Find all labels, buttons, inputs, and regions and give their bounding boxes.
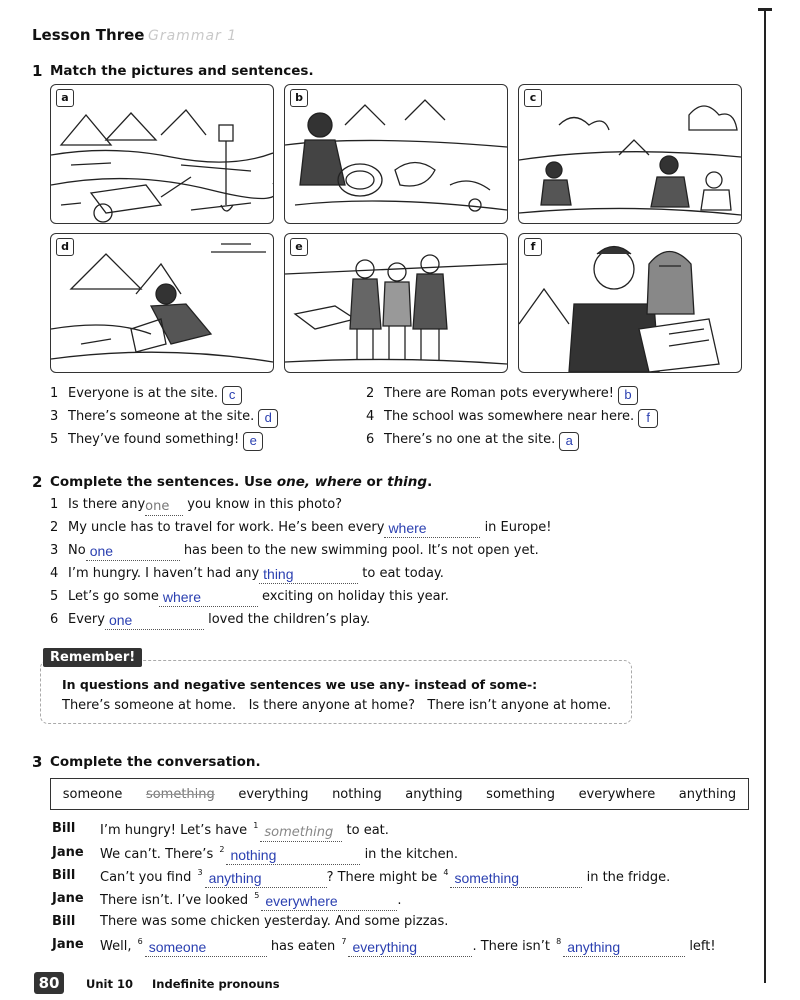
- answer-blank-example[interactable]: one: [145, 498, 183, 516]
- answer-blank[interactable]: where: [159, 589, 258, 607]
- answer-blank[interactable]: thing: [259, 566, 358, 584]
- item-text: The school was somewhere near here.: [384, 409, 635, 424]
- item-text: you know in this photo?: [183, 497, 343, 512]
- complete-item-4: [50, 566, 444, 584]
- speaker-name: Bill: [52, 914, 76, 929]
- speech-text: to eat.: [342, 823, 389, 838]
- title-keywords: one, where: [276, 474, 362, 490]
- gap-number: 2: [219, 845, 225, 854]
- picture-e: [284, 233, 508, 373]
- item-text: loved the children’s play.: [203, 612, 371, 627]
- word-bank-item-used: something: [145, 786, 215, 802]
- speaker-name: Jane: [52, 891, 84, 906]
- answer-box[interactable]: a: [559, 432, 579, 451]
- speech-text: left!: [685, 939, 716, 954]
- match-item-3: [50, 409, 278, 428]
- item-text: has been to the new swimming pool. It’s not open yet.: [179, 543, 539, 558]
- item-text: in Europe!: [480, 520, 552, 535]
- title-keyword: thing: [387, 474, 428, 490]
- speech-line-1: [100, 821, 389, 842]
- gap-number: 3: [197, 868, 203, 877]
- item-text: Let’s go some: [68, 589, 159, 604]
- footer-topic: Indefinite pronouns: [152, 977, 280, 991]
- speaker-name: Jane: [52, 845, 84, 860]
- item-number: 5: [50, 432, 59, 447]
- section-1-title: Match the pictures and sentences.: [50, 63, 314, 79]
- match-item-2: [366, 386, 638, 405]
- complete-item-1: [50, 497, 342, 516]
- section-2-number: 2: [32, 473, 43, 491]
- complete-item-5: [50, 589, 449, 607]
- match-item-1: [50, 386, 242, 405]
- answer-blank[interactable]: everywhere: [261, 893, 397, 911]
- complete-item-2: [50, 520, 551, 538]
- complete-item-3: [50, 543, 539, 561]
- item-text: There’s someone at the site.: [68, 409, 255, 424]
- picture-label: d: [56, 238, 74, 256]
- answer-box[interactable]: e: [243, 432, 263, 451]
- title-text: or: [361, 474, 388, 490]
- three-people-standing-illustration: [285, 234, 507, 372]
- item-number: 2: [366, 386, 375, 401]
- match-item-6: [366, 432, 579, 451]
- picture-label: f: [524, 238, 542, 256]
- speech-text: Well,: [100, 939, 136, 954]
- section-3-title: Complete the conversation.: [50, 754, 261, 770]
- picture-c: [518, 84, 742, 224]
- speaker-name: Bill: [52, 821, 76, 836]
- picture-label: b: [290, 89, 308, 107]
- speech-line-2: [100, 845, 458, 865]
- speaker-name: Jane: [52, 937, 84, 952]
- answer-blank[interactable]: anything: [205, 870, 327, 888]
- answer-blank[interactable]: everything: [348, 939, 472, 957]
- word-bank: [50, 778, 749, 810]
- footer-unit: Unit 10: [86, 977, 133, 991]
- item-text: to eat today.: [358, 566, 444, 581]
- item-number: 5: [50, 589, 59, 604]
- picture-label: e: [290, 238, 308, 256]
- word-bank-item: everything: [238, 786, 309, 802]
- gap-number: 1: [253, 821, 259, 830]
- match-item-4: [366, 409, 658, 428]
- answer-blank-example[interactable]: something: [260, 824, 342, 842]
- speech-text: . There isn’t: [472, 939, 555, 954]
- margin-rule: [764, 8, 766, 983]
- item-text: There’s no one at the site.: [384, 432, 556, 447]
- picture-f: [518, 233, 742, 373]
- word-bank-item: anything: [678, 786, 737, 802]
- answer-blank[interactable]: anything: [563, 939, 685, 957]
- picture-label: c: [524, 89, 542, 107]
- answer-box[interactable]: f: [638, 409, 658, 428]
- word-bank-item: someone: [62, 786, 123, 802]
- camp-wheelbarrow-illustration: [51, 85, 273, 223]
- man-kneeling-illustration: [51, 234, 273, 372]
- item-text: My uncle has to travel for work. He’s been every: [68, 520, 385, 535]
- speech-text: ? There might be: [326, 870, 442, 885]
- section-2-title: [50, 474, 432, 490]
- answer-blank[interactable]: nothing: [226, 847, 360, 865]
- group-at-site-illustration: [519, 85, 741, 223]
- speech-text: There isn’t. I’ve looked: [100, 893, 253, 908]
- picture-d: [50, 233, 274, 373]
- answer-blank[interactable]: one: [86, 543, 180, 561]
- item-number: 1: [50, 497, 59, 512]
- word-bank-item: everywhere: [578, 786, 656, 802]
- answer-blank[interactable]: someone: [145, 939, 267, 957]
- speech-text: We can’t. There’s: [100, 847, 218, 862]
- speech-line-5: [100, 914, 448, 929]
- section-1-number: 1: [32, 62, 43, 80]
- title-text: Complete the sentences. Use: [50, 474, 277, 490]
- item-number: 2: [50, 520, 59, 535]
- speech-line-6: [100, 937, 716, 957]
- remember-examples: There’s someone at home. Is there anyone at home? There isn’t anyone at home.: [62, 698, 612, 713]
- answer-box[interactable]: b: [618, 386, 638, 405]
- picture-b: [284, 84, 508, 224]
- item-number: 4: [366, 409, 375, 424]
- item-text: Every: [68, 612, 105, 627]
- word-bank-item: anything: [405, 786, 463, 802]
- speech-text: Can’t you find: [100, 870, 196, 885]
- answer-blank[interactable]: where: [384, 520, 480, 538]
- complete-item-6: [50, 612, 370, 630]
- gap-number: 5: [254, 891, 260, 900]
- word-bank-item: something: [486, 786, 555, 802]
- answer-box[interactable]: d: [258, 409, 278, 428]
- item-text: No: [68, 543, 86, 558]
- gap-number: 4: [443, 868, 449, 877]
- remember-label: Remember!: [43, 648, 142, 667]
- answer-blank[interactable]: something: [450, 870, 582, 888]
- section-3-number: 3: [32, 753, 43, 771]
- gap-number: 6: [137, 937, 143, 946]
- speech-text: in the kitchen.: [360, 847, 459, 862]
- item-text: There are Roman pots everywhere!: [384, 386, 615, 401]
- match-item-5: [50, 432, 263, 451]
- item-text: They’ve found something!: [68, 432, 240, 447]
- speech-text: has eaten: [266, 939, 340, 954]
- answer-box[interactable]: c: [222, 386, 242, 405]
- gap-number: 7: [341, 937, 347, 946]
- word-bank-item: nothing: [332, 786, 382, 802]
- item-number: 6: [366, 432, 375, 447]
- title-text: .: [427, 474, 433, 490]
- speech-text: There was some chicken yesterday. And some pizzas.: [100, 914, 449, 929]
- picture-label: a: [56, 89, 74, 107]
- page-number: 80: [34, 972, 64, 994]
- gap-number: 8: [556, 937, 562, 946]
- item-number: 6: [50, 612, 59, 627]
- lesson-title: Lesson Three: [32, 26, 145, 44]
- item-number: 1: [50, 386, 59, 401]
- margin-rule-cap: [758, 8, 772, 11]
- item-number: 3: [50, 543, 59, 558]
- speech-text: .: [397, 893, 402, 908]
- item-text: exciting on holiday this year.: [257, 589, 449, 604]
- item-text: Everyone is at the site.: [68, 386, 219, 401]
- remember-box: [40, 660, 632, 724]
- answer-blank[interactable]: one: [105, 612, 204, 630]
- speaker-name: Bill: [52, 868, 76, 883]
- speech-text: in the fridge.: [582, 870, 671, 885]
- item-text: Is there any: [68, 497, 146, 512]
- item-text: I’m hungry. I haven’t had any: [68, 566, 260, 581]
- speech-text: I’m hungry! Let’s have: [100, 823, 252, 838]
- item-number: 4: [50, 566, 59, 581]
- picture-a: [50, 84, 274, 224]
- lesson-subtitle-faded: Grammar 1: [148, 28, 238, 44]
- speech-line-4: [100, 891, 401, 911]
- item-number: 3: [50, 409, 59, 424]
- digging-pots-illustration: [285, 85, 507, 223]
- speech-line-3: [100, 868, 670, 888]
- remember-rule: In questions and negative sentences we use any- instead of some-:: [62, 677, 538, 692]
- couple-reading-map-illustration: [519, 234, 741, 372]
